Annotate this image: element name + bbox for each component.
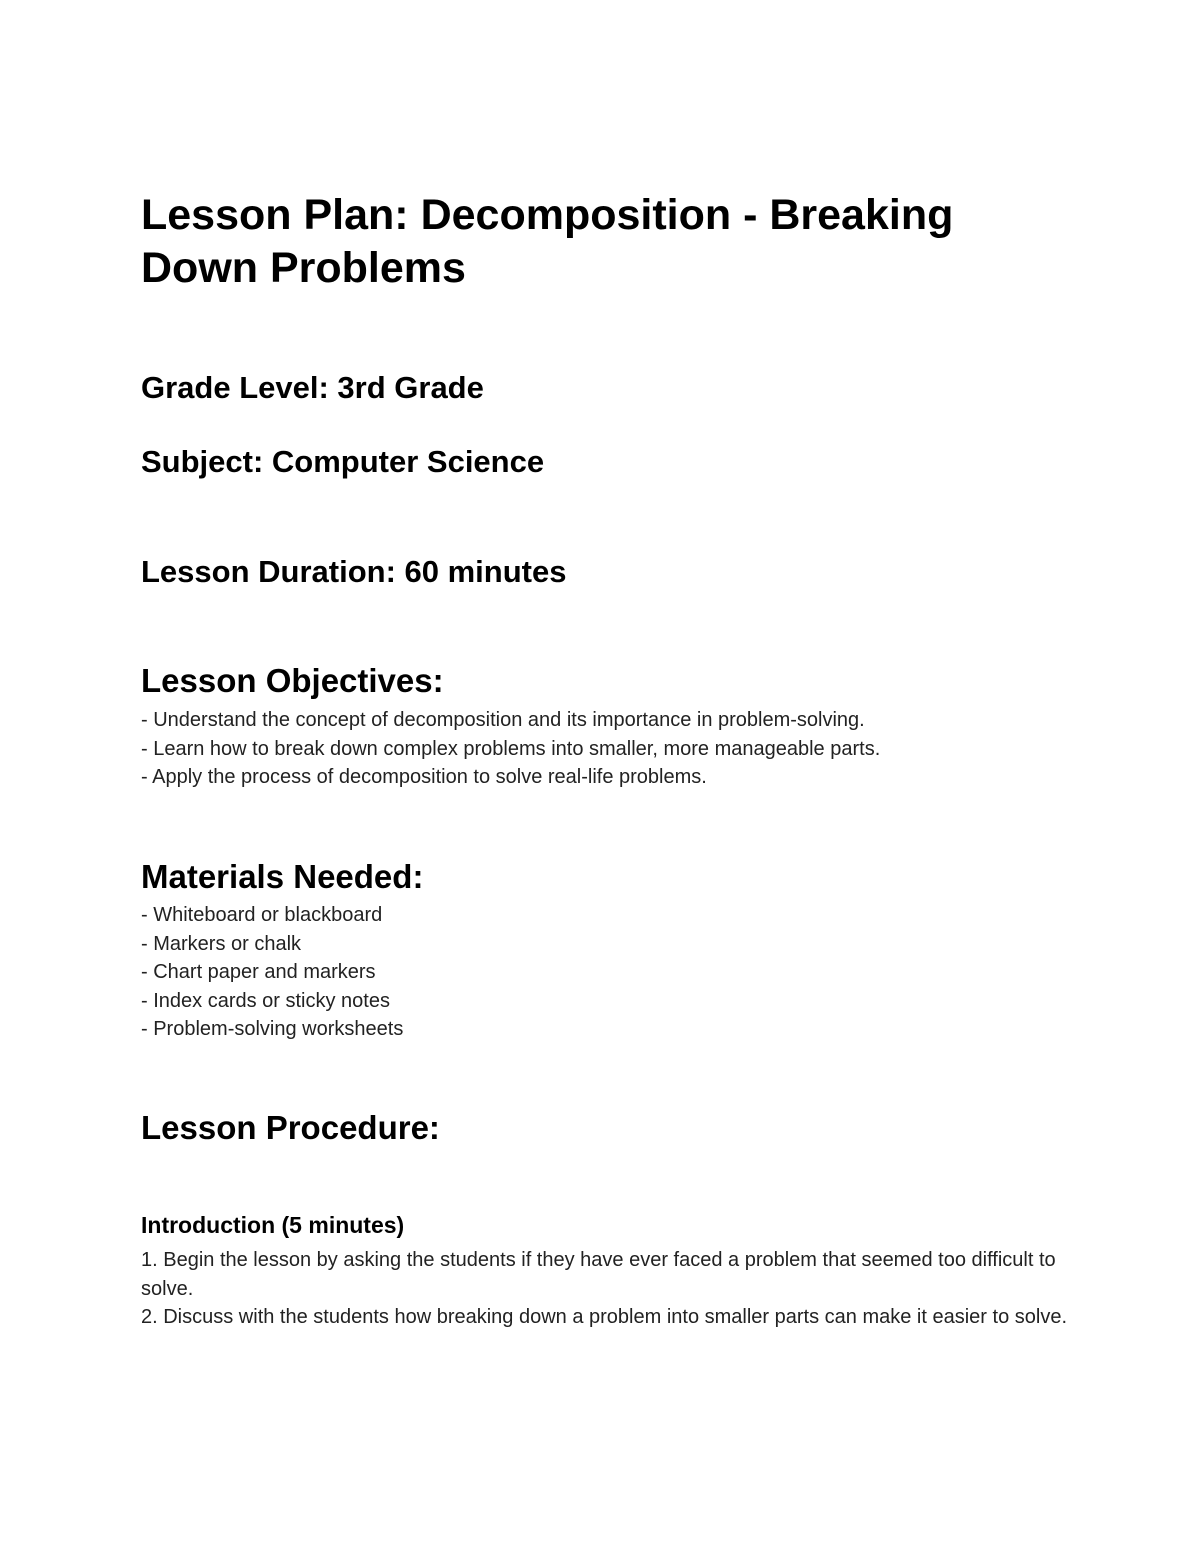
list-item: - Understand the concept of decomposition and its importance in problem-solving. [141,709,865,731]
lesson-duration: Lesson Duration: 60 minutes [141,554,567,589]
subject: Subject: Computer Science [141,444,545,479]
list-item: - Learn how to break down complex problems into smaller, more manageable parts. [141,737,881,760]
document-title: Lesson Plan: Decomposition - Breaking Down Problems [141,191,954,292]
introduction-steps [141,1246,1071,1332]
list-item: 2. Discuss with the students how breaking down a problem into smaller parts can make it easier to solve. [141,1306,1067,1329]
list-item: - Chart paper and markers [141,961,376,984]
list-item: - Markers or chalk [141,932,302,955]
list-item: 1. Begin the lesson by asking the students if they have ever faced a problem that seemed too difficult to solve. [141,1249,1056,1300]
materials-list [141,901,403,1044]
objectives-heading: Lesson Objectives: [141,662,444,699]
procedure-heading: Lesson Procedure: [141,1109,440,1146]
grade-level: Grade Level: 3rd Grade [141,370,484,405]
list-item: - Apply the process of decomposition to solve real-life problems. [141,766,707,789]
objectives-list [141,706,880,792]
list-item: - Problem-solving worksheets [141,1018,404,1041]
introduction-heading: Introduction (5 minutes) [141,1212,405,1238]
materials-heading: Materials Needed: [141,858,424,895]
list-item: - Index cards or sticky notes [141,989,390,1012]
list-item: - Whiteboard or blackboard [141,904,383,926]
